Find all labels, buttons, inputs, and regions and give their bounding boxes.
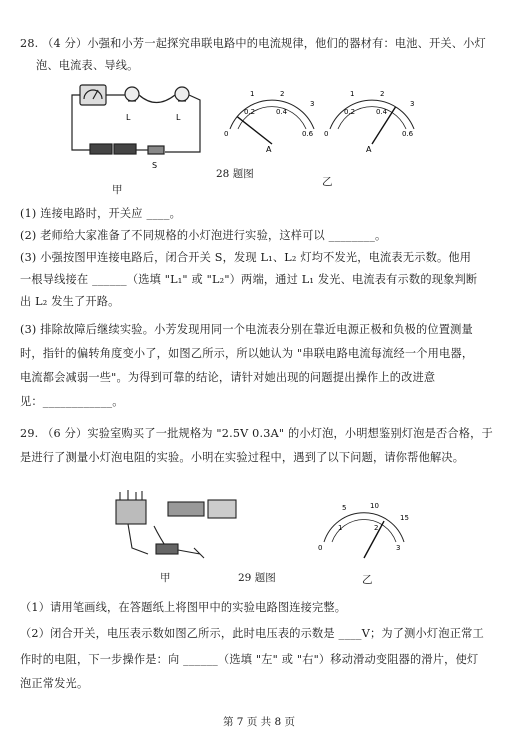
q28-item-4d: 见：____________。: [20, 395, 124, 408]
meter-b-tick-0: 0: [324, 130, 329, 138]
q28-line-2: 泡、电流表、导线。: [36, 59, 139, 72]
q29-item-1: （1）请用笔画线，在答题纸上将图甲中的实验电路图连接完整。: [20, 601, 347, 614]
q28-item-2: (2) 老师给大家准备了不同规格的小灯泡进行实验，这样可以 ________。: [20, 229, 387, 242]
meter-b-tick-1: 1: [350, 90, 355, 98]
q28-meter-b: [322, 84, 422, 154]
switch-icon: [148, 146, 164, 154]
svg-text:A: A: [366, 145, 372, 154]
battery-pack-icon: [116, 500, 146, 524]
q29-circuit-diagram: [108, 488, 248, 570]
q29-item-2a: （2）闭合开关，电压表示数如图乙所示，此时电压表的示数是 ____V；为了测小灯泡正常工: [20, 627, 484, 640]
meter-b-tick-3: 3: [410, 100, 415, 108]
meter-b-tick-02: 0.2: [344, 108, 356, 116]
q28-line-1: 28. （4 分）小强和小芳一起探究串联电路中的电流规律，他们的器材有：电池、开关、小灯: [20, 37, 486, 50]
q28-item-3a: (3) 小强按图甲连接电路后，闭合开关 S，发现 L₁、L₂ 灯均不发光，电流表无示数。他用: [20, 251, 472, 264]
q28-item-3b: 一根导线接在 ______（选填 "L₁" 或 "L₂"）两端，通过 L₁ 发光、电流表有示数的现象判断: [20, 273, 478, 286]
q29-item-2b: 作时的电阻，下一步操作是：向 ______（选填 "左" 或 "右"）移动滑动变阻器的滑片，使灯: [20, 653, 479, 666]
ammeter-icon: [80, 85, 106, 105]
meter-b-tick-06: 0.6: [402, 130, 414, 138]
meter-a-tick-1: 1: [250, 90, 255, 98]
meter-a-needle: [237, 117, 272, 144]
voltmeter-tick-3: 3: [396, 544, 401, 552]
voltmeter-tick-10: 10: [370, 502, 379, 510]
rheostat-icon: [168, 502, 204, 516]
q28-meter-a: [222, 84, 322, 154]
meter-a-tick-04: 0.4: [276, 108, 288, 116]
voltmeter-tick-2: 2: [374, 524, 379, 532]
q28-label-yi: 乙: [322, 176, 333, 188]
meter-a-tick-02: 0.2: [244, 108, 256, 116]
meter-a-tick-0: 0: [224, 130, 229, 138]
meter-a-tick-3: 3: [310, 100, 315, 108]
q28-item-4c: 电流都会减弱一些"。为得到可靠的结论，请针对她出现的问题提出操作上的改进意: [20, 371, 436, 384]
voltmeter-tick-0: 0: [318, 544, 323, 552]
q29-voltmeter: [316, 498, 412, 564]
svg-text:A: A: [266, 145, 272, 154]
switch-icon: [156, 544, 178, 554]
voltmeter-tick-15: 15: [400, 514, 409, 522]
voltmeter-tick-1: 1: [338, 524, 343, 532]
circuit-label-l2: L: [176, 113, 181, 122]
meter-b-tick-04: 0.4: [376, 108, 388, 116]
voltmeter-tick-5: 5: [342, 504, 347, 512]
q28-circuit-diagram: [60, 80, 210, 175]
meter-a-tick-2: 2: [280, 90, 285, 98]
q29-fig-caption: 29 题图: [238, 572, 276, 584]
q28-item-1: (1) 连接电路时，开关应 ____。: [20, 207, 182, 220]
meter-board-icon: [208, 500, 236, 518]
q29-line-1: 29. （6 分）实验室购买了一批规格为 "2.5V 0.3A" 的小灯泡，小明想鉴别灯泡是否合格，于: [20, 427, 493, 440]
lamp-l1-icon: [125, 87, 139, 101]
q29-label-jia: 甲: [160, 572, 171, 584]
meter-a-tick-06: 0.6: [302, 130, 314, 138]
meter-b-tick-2: 2: [380, 90, 385, 98]
circuit-label-l1: L: [126, 113, 131, 122]
q29-label-yi: 乙: [362, 574, 373, 586]
page-footer: 第 7 页 共 8 页: [222, 716, 296, 728]
q28-label-jia: 甲: [112, 184, 123, 196]
q28-fig-caption: 28 题图: [216, 168, 254, 180]
q28-item-3c: 出 L₂ 发生了开路。: [20, 295, 120, 308]
q29-item-2c: 泡正常发光。: [20, 677, 89, 690]
lamp-l2-icon: [175, 87, 189, 101]
q28-item-4a: (3) 排除故障后继续实验。小芳发现用同一个电流表分别在靠近电源正极和负极的位置测量: [20, 323, 473, 336]
q28-item-4b: 时，指针的偏转角度变小了，如图乙所示，所以她认为 "串联电路电流每流经一个用电器，: [20, 347, 474, 360]
circuit-label-s: S: [152, 161, 158, 170]
q29-line-2: 是进行了测量小灯泡电阻的实验。小明在实验过程中，遇到了以下问题，请你帮他解决。: [20, 451, 465, 464]
